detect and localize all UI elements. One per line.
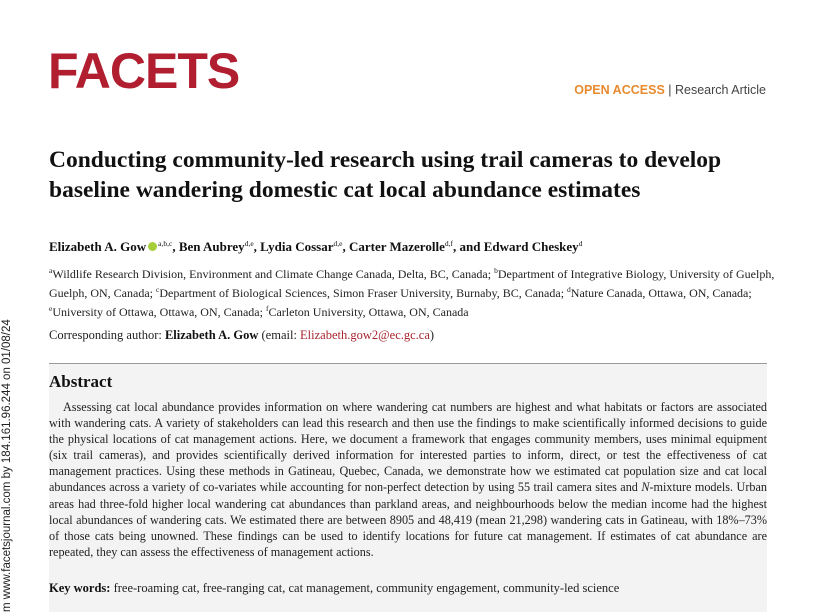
author-name: Carter Mazerolle	[348, 239, 445, 254]
article-type-separator: |	[664, 83, 675, 97]
author-affiliation-marks: d,e	[333, 239, 343, 248]
affiliation-text: Wildlife Research Division, Environment and Climate Change Canada, Delta, BC, Canada;	[52, 267, 495, 281]
author-list	[49, 239, 779, 255]
author-separator: ,	[342, 239, 349, 254]
abstract-italic-term: N	[641, 480, 650, 495]
abstract-text	[49, 399, 767, 560]
author-name: Edward Cheskey	[483, 239, 579, 254]
author-affiliation-marks: d	[578, 239, 583, 248]
affiliation-mark: a	[49, 266, 53, 275]
author-affiliation-marks: a,b,c	[158, 239, 173, 248]
article-type	[574, 83, 766, 97]
article-title: Conducting community-led research using trail cameras to develop baseline wandering domestic cat local abundance estimates	[49, 147, 722, 203]
keywords-text: free-roaming cat, free-ranging cat, cat management, community engagement, community-led science	[113, 581, 620, 595]
affiliation-list	[49, 263, 779, 320]
affiliation-mark: b	[494, 266, 498, 275]
affiliation-mark: c	[155, 285, 160, 294]
author-name: Lydia Cossar	[260, 239, 334, 254]
keywords-label: Key words:	[49, 581, 114, 595]
affiliation-text: Carleton University, Ottawa, ON, Canada	[268, 305, 469, 319]
open-access-label: OPEN ACCESS	[574, 83, 665, 97]
affiliation-text: Department of Integrative Biology, University of Guelph, Guelph, ON, Canada;	[49, 267, 775, 300]
corresponding-label: Corresponding author:	[49, 328, 165, 342]
affiliation-mark: d	[567, 285, 571, 294]
email-suffix: )	[429, 328, 435, 342]
download-stamp-text: m www.facetsjournal.com by 184.161.96.244 on 01/08/24	[1, 319, 13, 612]
abstract-text-part: -mixture models. Urban areas had three-fold higher local wandering cat abundances than parkland areas, and neighbourhoods below the median income had the highest local abundances of wandering cats. We estimated there are between 8905 and 48,419 (mean 21,298) wandering cats in Gatineau, with 18%–73% of those cats being unowned. These findings can be used to identify locations for future cat management. If estimates of cat abundance are repeated, they can assess the effectiveness of management actions.	[49, 480, 767, 559]
corresponding-name: Elizabeth A. Gow	[164, 328, 259, 342]
keywords	[49, 581, 619, 596]
corresponding-author	[49, 328, 434, 343]
author-separator: ,	[253, 239, 261, 254]
email-link[interactable]: Elizabeth.gow2@ec.gc.ca	[300, 328, 430, 342]
affiliation-text: Department of Biological Sciences, Simon Fraser University, Burnaby, BC, Canada;	[159, 286, 568, 300]
affiliation-mark: e	[49, 304, 53, 313]
article-type-label: Research Article	[674, 83, 766, 97]
author-affiliation-marks: d,e	[244, 239, 254, 248]
download-stamp	[1, 300, 15, 612]
email-prefix: (email:	[258, 328, 301, 342]
author-name: Ben Aubrey	[178, 239, 245, 254]
author-affiliation-marks: d,f	[444, 239, 453, 248]
author-name: Elizabeth A. Gow	[49, 239, 147, 254]
affiliation-mark: f	[265, 304, 269, 313]
orcid-icon[interactable]	[148, 242, 157, 251]
author-separator: ,	[172, 239, 179, 254]
abstract-text-part: Assessing cat local abundance provides information on where wandering cat numbers are highest and what habitats or factors are associated with wandering cats. A variety of stakeholders can lead this research and then use the findings to make scientifically informed decisions to guide the physical locations of cat management actions. Here, we document a framework that engages community members, uses minimal equipment (six trail cameras), and provides scientifically derived information for interested parties to inform, direct, or test the effectiveness of cat management practices. Using these methods in Gatineau, Quebec, Canada, we demonstrate how we estimated cat population size and cat local abundances across a variety of co-variates while accounting for non-perfect detection by using 55 trail camera sites and	[49, 400, 767, 495]
affiliation-text: Nature Canada, Ottawa, ON, Canada;	[570, 286, 752, 300]
author-separator: , and	[452, 239, 484, 254]
abstract-heading: Abstract	[49, 372, 113, 391]
affiliation-text: University of Ottawa, Ottawa, ON, Canada;	[52, 305, 266, 319]
journal-logo: FACETS	[48, 43, 240, 99]
